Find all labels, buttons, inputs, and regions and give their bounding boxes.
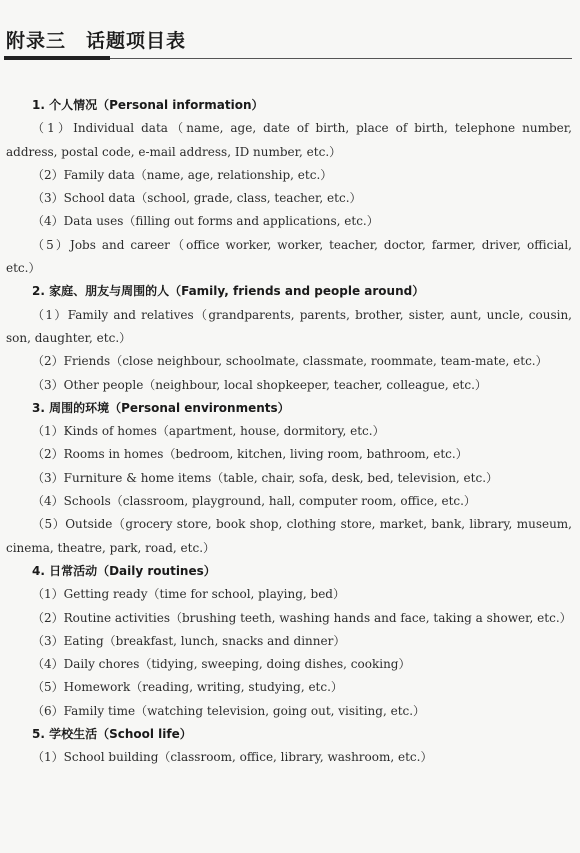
list-item: （3）School data（school, grade, class, teacher, etc.） bbox=[32, 191, 362, 206]
list-item: （2）Friends（close neighbour, schoolmate, classmate, roommate, team-mate, etc.） bbox=[32, 354, 548, 369]
title-underline-thick bbox=[4, 56, 110, 60]
list-item: （1）Kinds of homes（apartment, house, dormitory, etc.） bbox=[32, 424, 385, 439]
list-item: （3）Other people（neighbour, local shopkeeper, teacher, colleague, etc.） bbox=[32, 377, 487, 392]
section-title: 2. 家庭、朋友与周围的人（Family, friends and people around） bbox=[32, 284, 425, 299]
list-item: （2）Family data（name, age, relationship, etc.） bbox=[32, 167, 333, 182]
list-item: （1）Family and relatives（grandparents, parents, brother, sister, aunt, uncle, cousin, son, daughter, etc.） bbox=[6, 307, 572, 345]
list-item: （2）Rooms in homes（bedroom, kitchen, living room, bathroom, etc.） bbox=[32, 447, 468, 462]
list-item: （4）Schools（classroom, playground, hall, computer room, office, etc.） bbox=[32, 494, 476, 509]
topic-list bbox=[6, 94, 572, 770]
section-title: 3. 周围的环境（Personal environments） bbox=[32, 400, 290, 415]
list-item: （4）Data uses（filling out forms and applications, etc.） bbox=[32, 214, 379, 229]
list-item: （1）Individual data（name, age, date of birth, place of birth, telephone number, address, postal code, e-mail address, ID number, etc.） bbox=[6, 121, 572, 159]
title-underline-thin bbox=[110, 58, 572, 59]
list-item: （4）Daily chores（tidying, sweeping, doing dishes, cooking） bbox=[32, 657, 411, 672]
list-item: （1）School building（classroom, office, library, washroom, etc.） bbox=[32, 750, 433, 765]
list-item: （3）Eating（breakfast, lunch, snacks and dinner） bbox=[32, 633, 346, 648]
list-item: （5）Homework（reading, writing, studying, etc.） bbox=[32, 680, 343, 695]
list-item: （2）Routine activities（brushing teeth, washing hands and face, taking a shower, etc.） bbox=[32, 610, 572, 625]
list-item: （5）Jobs and career（office worker, worker, teacher, doctor, farmer, driver, official, etc.） bbox=[6, 237, 572, 276]
section-title: 5. 学校生活（School life） bbox=[32, 727, 192, 742]
list-item: （1）Getting ready（time for school, playing, bed） bbox=[32, 587, 345, 602]
section-title: 1. 个人情况（Personal information） bbox=[32, 98, 264, 112]
list-item: （6）Family time（watching television, going out, visiting, etc.） bbox=[32, 703, 426, 718]
section-title: 4. 日常活动（Daily routines） bbox=[32, 563, 216, 578]
page-title: 附录三 话题项目表 bbox=[6, 30, 187, 52]
list-item: （5）Outside（grocery store, book shop, clothing store, market, bank, library, museum, cinema, theatre, park, road, etc.） bbox=[6, 517, 572, 555]
list-item: （3）Furniture & home items（table, chair, sofa, desk, bed, television, etc.） bbox=[32, 470, 499, 485]
